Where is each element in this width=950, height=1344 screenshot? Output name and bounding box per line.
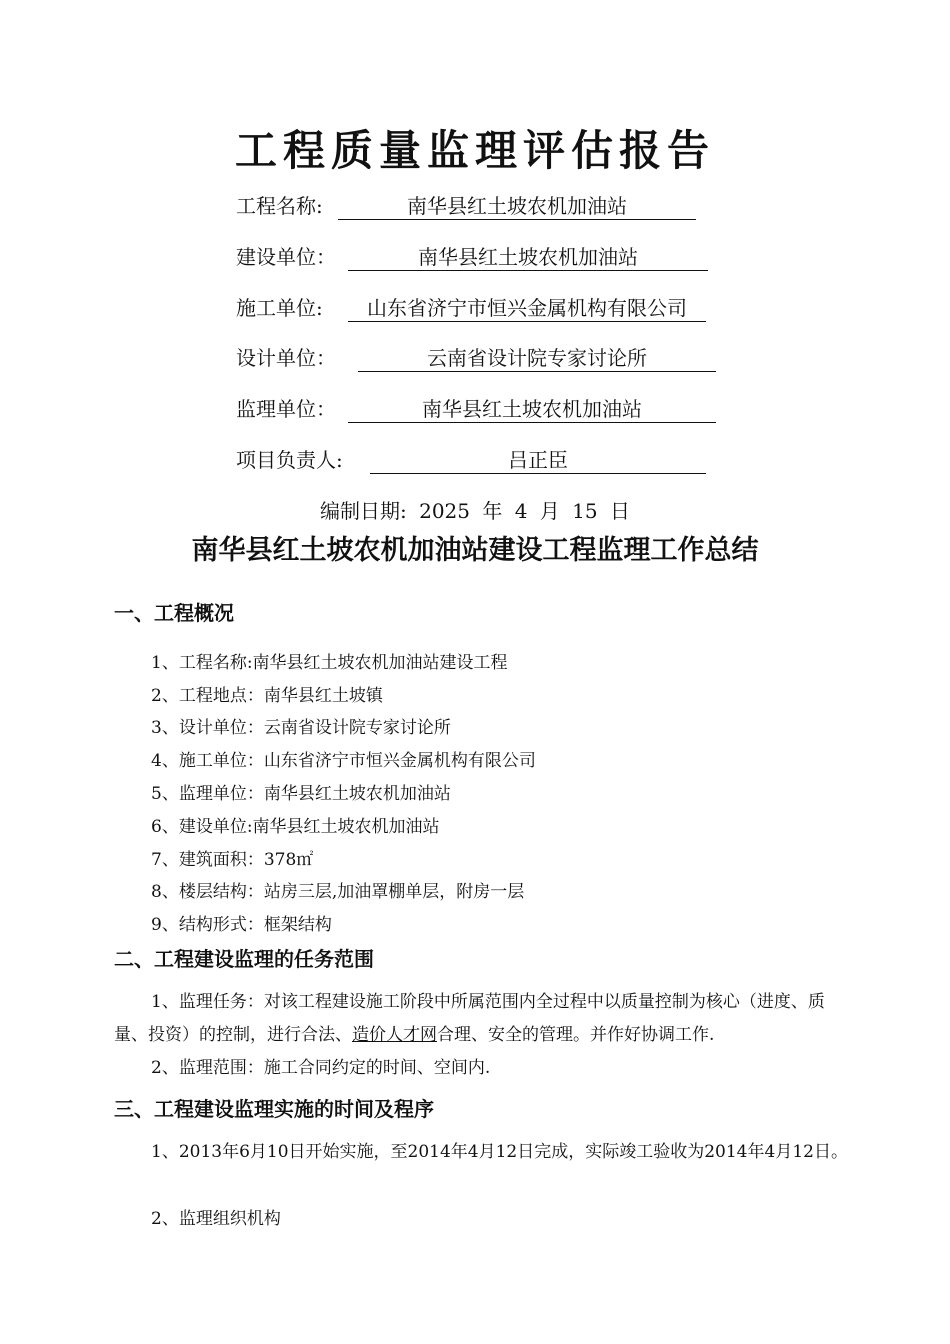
report-title: 工程质量监理评估报告: [234, 126, 715, 175]
paragraph-scope: 2、监理范围：施工合同约定的时间、空间内.: [151, 1058, 491, 1078]
summary-title: 南华县红土坡农机加油站建设工程监理工作总结: [191, 535, 759, 566]
section-heading-overview: 一、工程概况: [114, 601, 234, 625]
field-label: 设计单位：: [236, 346, 336, 370]
list-item: 2、工程地点：南华县红土坡镇: [151, 686, 383, 706]
list-item: 4、施工单位：山东省济宁市恒兴金属机构有限公司: [151, 751, 536, 771]
field-value: 吕正臣: [370, 446, 706, 474]
field-value: 山东省济宁市恒兴金属机构有限公司: [348, 294, 706, 322]
paragraph-text: 1、监理任务：对该工程建设施工阶段中所属范围内全过程中以质量控制为核心（进度、质量、投资）的控制，进行合法、: [114, 992, 825, 1045]
field-label: 建设单位：: [236, 245, 336, 269]
list-item: 8、楼层结构：站房三层,加油罩棚单层，附房一层: [151, 882, 525, 902]
list-item: 3、设计单位：云南省设计院专家讨论所: [151, 718, 451, 738]
paragraph-schedule: 1、2013年6月10日开始实施，至2014年4月12日完成，实际竣工验收为2014年4月12日。: [151, 1142, 848, 1162]
field-project-name: [236, 192, 627, 220]
field-design-unit: [236, 344, 647, 372]
talent-network-link[interactable]: 造价人才网: [352, 1025, 437, 1045]
section-heading-schedule: 三、工程建设监理实施的时间及程序: [114, 1097, 434, 1121]
paragraph-text: 合理、安全的管理。并作好协调工作.: [437, 1025, 715, 1045]
field-construction-unit: [236, 243, 638, 271]
field-value: 南华县红土坡农机加油站: [348, 395, 716, 423]
field-label: 项目负责人:: [236, 448, 343, 472]
paragraph-organization: 2、监理组织机构: [151, 1209, 281, 1229]
list-item: 5、监理单位：南华县红土坡农机加油站: [151, 784, 451, 804]
section-heading-scope: 二、工程建设监理的任务范围: [114, 947, 374, 971]
field-label: 工程名称:: [236, 194, 323, 218]
list-item: 7、建筑面积：378㎡: [151, 850, 314, 870]
field-contractor: [236, 294, 687, 322]
field-supervision-unit: [236, 395, 642, 423]
field-project-leader: [236, 446, 568, 474]
paragraph-task: [114, 986, 858, 1052]
field-label: 施工单位:: [236, 296, 323, 320]
field-value: 云南省设计院专家讨论所: [358, 344, 716, 372]
list-item: 1、工程名称:南华县红土坡农机加油站建设工程: [151, 653, 508, 673]
field-label: 监理单位：: [236, 397, 336, 421]
field-value: 南华县红土坡农机加油站: [338, 192, 696, 220]
field-value: 南华县红土坡农机加油站: [348, 243, 708, 271]
list-item: 6、建设单位:南华县红土坡农机加油站: [151, 817, 440, 837]
compile-date: 编制日期: 2025 年 4 月 15 日: [320, 499, 630, 523]
list-item: 9、结构形式：框架结构: [151, 915, 332, 935]
